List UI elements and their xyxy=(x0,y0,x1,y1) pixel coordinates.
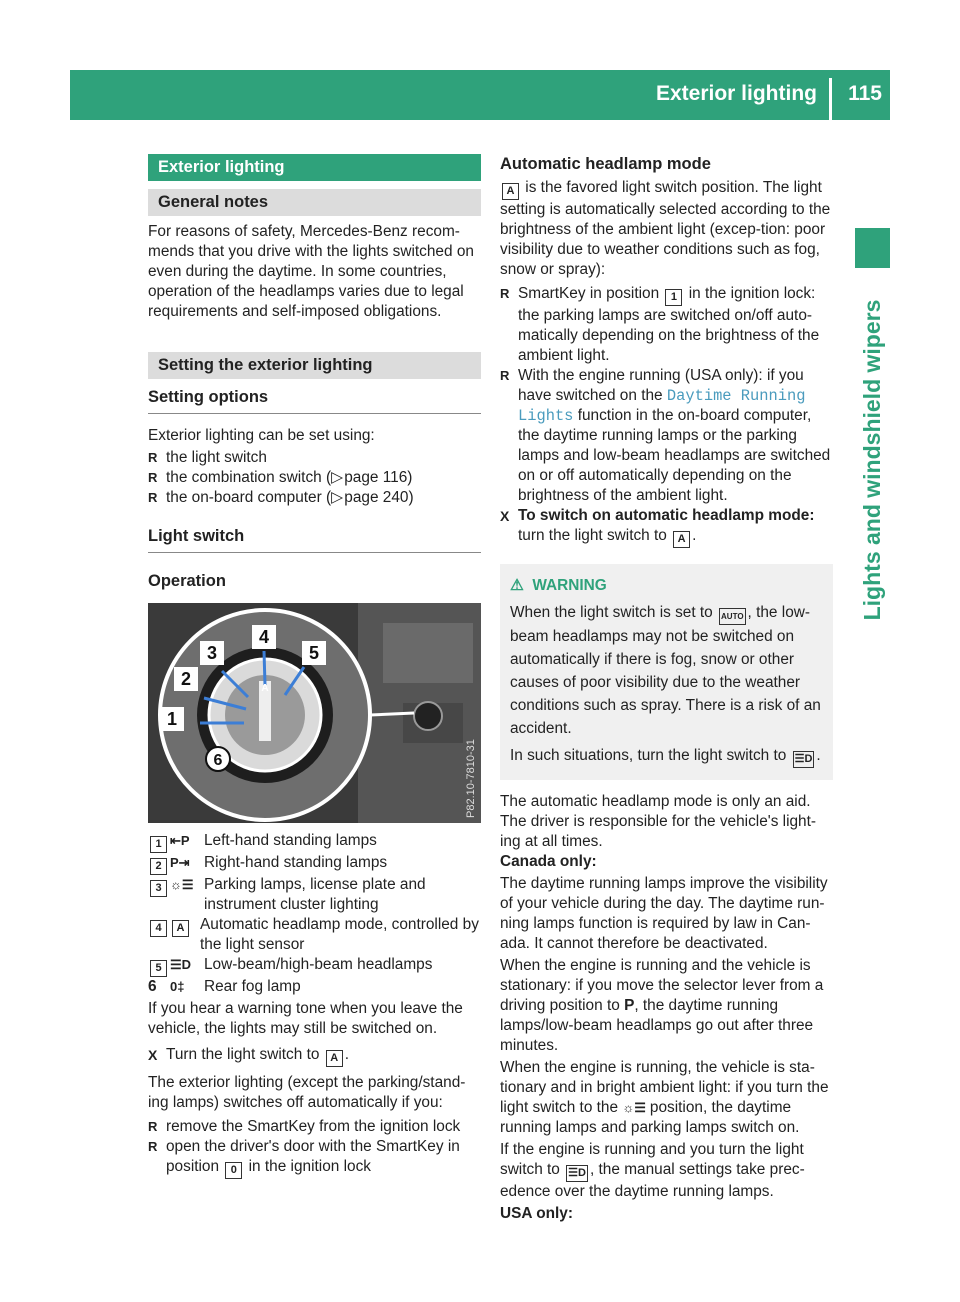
warning-text xyxy=(510,601,823,740)
general-notes-title: General notes xyxy=(148,189,481,216)
usa-title: USA only: xyxy=(500,1205,573,1222)
operation-title: Operation xyxy=(148,572,226,590)
manual-text-end: , the manual settings take prec-edence over the daytime running lamps. xyxy=(500,1161,805,1200)
auto-off-text: open the driver's door with the SmartKey in position xyxy=(166,1138,460,1175)
callout-1: 1 xyxy=(166,709,178,729)
side-tab-label: Lights and windshield wipers xyxy=(859,299,885,621)
legend-number: 4 xyxy=(150,920,167,937)
page-ref-link[interactable]: page 116) xyxy=(344,469,413,486)
canada-title: Canada only: xyxy=(500,853,597,870)
light-switch-illustration xyxy=(148,603,481,823)
auto-intro-text: is the favored light switch position. The light setting is automatically selected according to the brightness of the ambient light (excep-tion: poor visibility due to weather conditions such as fog, snow or spray): xyxy=(500,179,831,278)
warning-box xyxy=(500,564,833,780)
auto-mode-intro xyxy=(500,178,833,280)
warning-advice-text: In such situations, turn the light switch to xyxy=(510,747,787,764)
legend-item xyxy=(148,915,481,955)
legend-item xyxy=(148,831,481,853)
general-notes-text: For reasons of safety, Mercedes-Benz recom-mends that you drive with the lights switched on even during the daytime. In some countries, operation of the headlamps varies due to legal requirements and self-imposed obligations. xyxy=(148,223,474,320)
legend-number: 5 xyxy=(150,960,167,977)
auto-mode-item xyxy=(500,366,833,506)
stationary-text xyxy=(500,956,833,1056)
bright-light-text xyxy=(500,1058,833,1138)
auto-switch-icon: AUTO xyxy=(719,608,746,625)
manual-text-start: If the engine is running and you turn the light switch to xyxy=(500,1141,804,1178)
legend-text: Parking lamps, license plate and instrument cluster lighting xyxy=(204,876,426,913)
warning-triangle-icon: ⚠ xyxy=(510,577,524,594)
right-column xyxy=(500,154,833,1224)
warning-text-start: When the light switch is set to xyxy=(510,604,713,621)
header-bar xyxy=(70,70,890,120)
park-position-label: P xyxy=(624,997,635,1014)
option-text: the on-board computer ( xyxy=(166,489,332,506)
legend-number: 1 xyxy=(150,836,167,853)
image-code: P82.10-7810-31 xyxy=(465,739,477,818)
setting-title: Setting the exterior lighting xyxy=(148,352,481,379)
auto-off-list xyxy=(148,1117,481,1179)
auto-off-item xyxy=(148,1117,481,1137)
aid-text: The automatic headlamp mode is only an aid. The driver is responsible for the vehicle's light-ing at all times. xyxy=(500,793,817,850)
options-list xyxy=(148,448,481,508)
legend-item xyxy=(148,977,481,997)
callout-5: 5 xyxy=(308,643,320,663)
legend-text: Right-hand standing lamps xyxy=(204,854,388,871)
option-item xyxy=(148,468,481,488)
warning-tone-text: If you hear a warning tone when you leave the vehicle, the lights may still be switched on. xyxy=(148,1000,463,1037)
option-item xyxy=(148,488,481,508)
position-key: 0 xyxy=(225,1162,242,1179)
legend-list xyxy=(148,831,481,997)
callout-4: 4 xyxy=(258,627,270,647)
stationary-text-end: , the daytime running lamps/low-beam headlamps go out after three minutes. xyxy=(500,997,814,1054)
stationary-text-start: When the engine is running and the vehicle is stationary: if you move the selector lever from a driving position to xyxy=(500,957,824,1014)
auto-off-text: remove the SmartKey from the ignition lock xyxy=(166,1118,461,1135)
left-column xyxy=(148,154,481,1179)
switch-on-instruction: X To switch on automatic headlamp mode: turn the light switch to A . xyxy=(500,506,833,548)
switch-on-text: turn the light switch to xyxy=(518,527,667,544)
warning-header xyxy=(510,574,823,597)
option-item xyxy=(148,448,481,468)
option-text: the light switch xyxy=(166,449,267,466)
auto-off-intro: The exterior lighting (except the parking/stand-ing lamps) switches off automatically if you: xyxy=(148,1074,466,1111)
callout-2: 2 xyxy=(180,669,192,689)
callout-3: 3 xyxy=(206,643,218,663)
parking-lamp-icon: ☼☰ xyxy=(170,877,194,892)
page-ref-arrow-icon: ▷ xyxy=(331,469,343,486)
legend-number: 2 xyxy=(150,858,167,875)
warning-title: WARNING xyxy=(532,577,607,594)
rear-fog-lamp-icon: 0‡ xyxy=(170,979,185,994)
manual-settings-text xyxy=(500,1140,833,1202)
light-switch-title: Light switch xyxy=(148,526,481,553)
switch-letter-label: A xyxy=(261,683,269,694)
instruction-text: Turn the light switch to xyxy=(166,1046,320,1063)
smartkey-text-tail: in the ignition lock: the parking lamps are switched on/off auto-matically depending on the brightness of the ambient light. xyxy=(518,285,820,364)
turn-instruction: X Turn the light switch to A . xyxy=(148,1045,481,1067)
right-standing-lamp-icon: P⇥ xyxy=(170,855,190,870)
auto-headlamp-icon: A xyxy=(326,1050,343,1067)
auto-headlamp-icon: A xyxy=(502,183,519,200)
auto-mode-list xyxy=(500,284,833,506)
low-beam-icon: ☰D xyxy=(170,957,192,972)
daytime-running-lights-menu: Daytime Running Lights xyxy=(518,387,806,425)
legend-text: Rear fog lamp xyxy=(204,978,301,995)
legend-text: Automatic headlamp mode, controlled by the light sensor xyxy=(200,916,479,953)
side-tab-marker xyxy=(855,228,890,268)
auto-headlamp-icon: A xyxy=(172,920,189,937)
legend-item xyxy=(148,955,481,977)
smartkey-text: SmartKey in position xyxy=(518,285,660,302)
legend-text: Left-hand standing lamps xyxy=(204,832,377,849)
legend-item xyxy=(148,853,481,875)
bright-text-start: When the engine is running, the vehicle is sta-tionary and in bright ambient light: if you turn the light switch to the xyxy=(500,1059,829,1116)
bright-text-end: position, the daytime running lamps and parking lamps switch on. xyxy=(500,1099,800,1136)
engine-text: With the engine running (USA only): if you have switched on the xyxy=(518,367,804,404)
option-text: the combination switch ( xyxy=(166,469,332,486)
auto-off-item xyxy=(148,1137,481,1179)
warning-text-end: , the low-beam headlamps may not be switched on automatically if there is fog, snow or other causes of poor visibility due to the weather conditions such as spray. There is a risk of an accident. xyxy=(510,604,821,737)
setting-options-title: Setting options xyxy=(148,387,481,414)
legend-number: 6 xyxy=(148,978,157,995)
light-switch-photo xyxy=(148,603,481,823)
header-title: Exterior lighting xyxy=(655,82,817,105)
page-number: 115 xyxy=(848,82,882,105)
switch-on-bold: To switch on automatic headlamp mode: xyxy=(518,507,815,524)
engine-text-tail: function in the on-board computer, the daytime running lamps or the parking lamps and low-beam headlamps are switched on or off automatically depending on the brightness of the ambient light. xyxy=(518,407,831,504)
legend-text: Low-beam/high-beam headlamps xyxy=(204,956,433,973)
auto-mode-item xyxy=(500,284,833,366)
parking-lamp-icon: ☼☰ xyxy=(622,1100,646,1115)
callout-6: 6 xyxy=(213,752,223,769)
header-separator xyxy=(829,78,832,120)
warning-advice: In such situations, turn the light switch to ☰D . xyxy=(510,744,823,768)
page-ref-arrow-icon: ▷ xyxy=(331,489,343,506)
low-beam-icon: ☰D xyxy=(793,751,815,768)
auto-off-tail: in the ignition lock xyxy=(248,1158,371,1175)
legend-item xyxy=(148,875,481,915)
position-key: 1 xyxy=(665,289,682,306)
options-intro: Exterior lighting can be set using: xyxy=(148,427,375,444)
legend-number: 3 xyxy=(150,880,167,897)
canada-text: The daytime running lamps improve the visibility of your vehicle during the day. The daytime run-ning lamps function is required by law in Can-ada. It cannot therefore be deactivated. xyxy=(500,875,828,952)
page-ref-link[interactable]: page 240) xyxy=(344,489,414,506)
auto-mode-title: Automatic headlamp mode xyxy=(500,155,711,173)
left-standing-lamp-icon: ⇤P xyxy=(170,833,190,848)
auto-headlamp-icon: A xyxy=(673,531,690,548)
low-beam-icon: ☰D xyxy=(566,1165,588,1182)
section-title: Exterior lighting xyxy=(148,154,481,181)
